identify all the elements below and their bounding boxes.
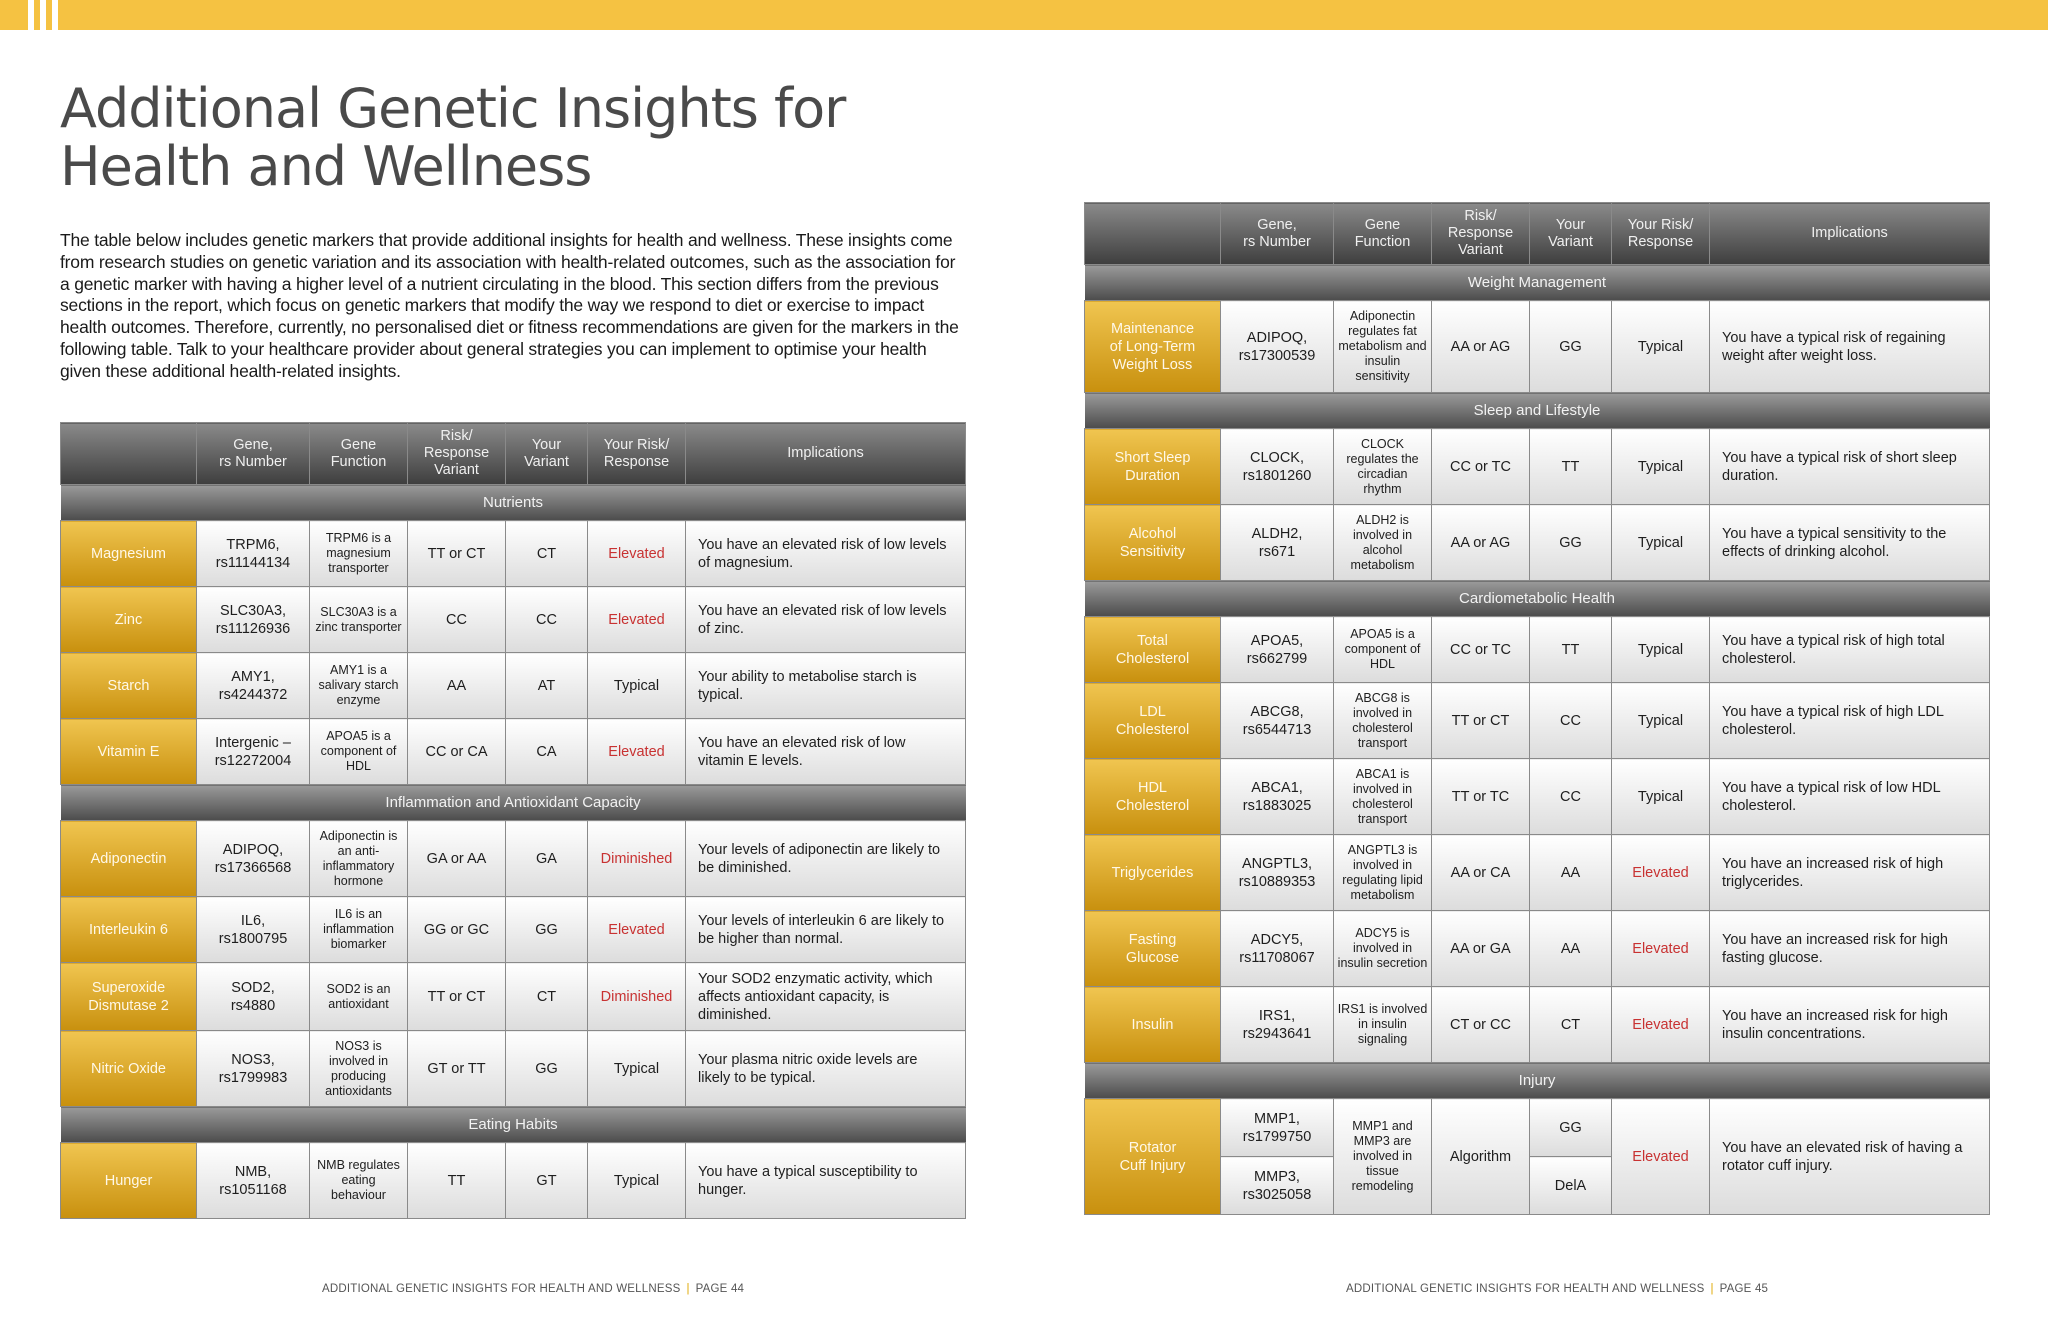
- your-variant: GG: [1530, 505, 1612, 581]
- gene-function: AMY1 is a salivary starch enzyme: [310, 653, 408, 719]
- risk-variant: AA or AG: [1432, 505, 1530, 581]
- section-row: [1085, 581, 1990, 617]
- risk-variant: TT or CT: [1432, 683, 1530, 759]
- your-response: Typical: [1612, 301, 1710, 393]
- table-row: [1085, 987, 1990, 1063]
- marker-name: Superoxide Dismutase 2: [61, 963, 197, 1031]
- section-row: [61, 485, 966, 521]
- table-row: [1085, 505, 1990, 581]
- your-variant: GG: [506, 897, 588, 963]
- marker-name: Starch: [61, 653, 197, 719]
- marker-name: Nitric Oxide: [61, 1031, 197, 1107]
- gene-rs-number: APOA5, rs662799: [1221, 617, 1334, 683]
- footer-page: PAGE 45: [1719, 1283, 1769, 1295]
- gene-rs-number: ADIPOQ, rs17366568: [197, 821, 310, 897]
- gene-function: ADCY5 is involved in insulin secretion: [1334, 911, 1432, 987]
- gene-rs-number: NOS3, rs1799983: [197, 1031, 310, 1107]
- gene-rs-number: AMY1, rs4244372: [197, 653, 310, 719]
- table-row: [61, 897, 966, 963]
- your-variant: CC: [1530, 683, 1612, 759]
- implication-text: Your levels of adiponectin are likely to be diminished.: [686, 821, 966, 897]
- gene-rs-number: ABCG8, rs6544713: [1221, 683, 1334, 759]
- your-response: Typical: [1612, 683, 1710, 759]
- gene-rs-number: ADCY5, rs11708067: [1221, 911, 1334, 987]
- your-response: Typical: [1612, 505, 1710, 581]
- section-row: [61, 785, 966, 821]
- your-response: Diminished: [588, 821, 686, 897]
- table-row: [1085, 1099, 1990, 1157]
- marker-name: Fasting Glucose: [1085, 911, 1221, 987]
- risk-variant: CT or CC: [1432, 987, 1530, 1063]
- bar-stripe: [28, 0, 34, 30]
- your-variant: CC: [506, 587, 588, 653]
- header-risk-variant: Risk/ Response Variant: [408, 423, 506, 485]
- table-header-row: [1085, 203, 1990, 265]
- section-row: [1085, 265, 1990, 301]
- gene-function: APOA5 is a component of HDL: [1334, 617, 1432, 683]
- gene-function: ANGPTL3 is involved in regulating lipid metabolism: [1334, 835, 1432, 911]
- risk-variant: CC or TC: [1432, 617, 1530, 683]
- implication-text: You have an increased risk for high fasting glucose.: [1710, 911, 1990, 987]
- footer-separator: |: [686, 1283, 690, 1295]
- your-response: Elevated: [1612, 911, 1710, 987]
- gene-function: Adiponectin is an anti-inflammatory hormone: [310, 821, 408, 897]
- table-row: [61, 521, 966, 587]
- risk-variant: TT or CT: [408, 521, 506, 587]
- table-row: [1085, 301, 1990, 393]
- header-your-risk: Your Risk/ Response: [1612, 203, 1710, 265]
- gene-rs-number: TRPM6, rs11144134: [197, 521, 310, 587]
- implication-text: You have an increased risk of high triglycerides.: [1710, 835, 1990, 911]
- gene-rs-number: MMP3, rs3025058: [1221, 1157, 1334, 1215]
- your-variant: CA: [506, 719, 588, 785]
- your-variant: CT: [506, 963, 588, 1031]
- implication-text: You have a typical risk of low HDL cholesterol.: [1710, 759, 1990, 835]
- gene-function: APOA5 is a component of HDL: [310, 719, 408, 785]
- gene-rs-number: SOD2, rs4880: [197, 963, 310, 1031]
- table-header-row: [61, 423, 966, 485]
- risk-variant: AA: [408, 653, 506, 719]
- your-response: Diminished: [588, 963, 686, 1031]
- your-variant: CT: [1530, 987, 1612, 1063]
- your-response: Elevated: [588, 587, 686, 653]
- gene-function: ALDH2 is involved in alcohol metabolism: [1334, 505, 1432, 581]
- your-variant: GG: [1530, 1099, 1612, 1157]
- your-response: Elevated: [588, 897, 686, 963]
- table-row: [1085, 911, 1990, 987]
- risk-variant: GA or AA: [408, 821, 506, 897]
- section-title: Nutrients: [61, 485, 966, 521]
- intro-paragraph: The table below includes genetic markers that provide additional insights for health and wellness. These insights come from research studies on genetic variation and its association with health-related outcomes, such as the association for a genetic marker with having a higher level of a nutrient circulating in the blood. This section differs from the previous sections in the report, which focus on genetic markers that modify the way we respond to diet or exercise to impact health outcomes. Therefore, currently, no personalised diet or fitness recommendations are given for the markers in the following table. Talk to your healthcare provider about general strategies you can implement to optimise your health given these additional health-related insights.: [60, 230, 959, 381]
- gene-rs-number: ANGPTL3, rs10889353: [1221, 835, 1334, 911]
- your-response: Elevated: [1612, 1099, 1710, 1215]
- your-response: Typical: [588, 653, 686, 719]
- section-title: Sleep and Lifestyle: [1085, 393, 1990, 429]
- gene-function: ABCA1 is involved in cholesterol transport: [1334, 759, 1432, 835]
- gene-rs-number: SLC30A3, rs11126936: [197, 587, 310, 653]
- marker-name: Alcohol Sensitivity: [1085, 505, 1221, 581]
- header-implications: Implications: [686, 423, 966, 485]
- header-risk-variant: Risk/ Response Variant: [1432, 203, 1530, 265]
- implication-text: You have an increased risk for high insulin concentrations.: [1710, 987, 1990, 1063]
- implication-text: You have an elevated risk of low levels of zinc.: [686, 587, 966, 653]
- section-title: Inflammation and Antioxidant Capacity: [61, 785, 966, 821]
- marker-name: Magnesium: [61, 521, 197, 587]
- gene-rs-number: MMP1, rs1799750: [1221, 1099, 1334, 1157]
- your-variant: GG: [506, 1031, 588, 1107]
- table-row: [1085, 759, 1990, 835]
- your-variant: AA: [1530, 835, 1612, 911]
- risk-variant: CC or TC: [1432, 429, 1530, 505]
- your-response: Elevated: [1612, 835, 1710, 911]
- your-response: Elevated: [588, 521, 686, 587]
- your-response: Elevated: [588, 719, 686, 785]
- implication-text: You have a typical risk of high total cholesterol.: [1710, 617, 1990, 683]
- risk-variant: CC: [408, 587, 506, 653]
- section-title: Eating Habits: [61, 1107, 966, 1143]
- marker-name: HDL Cholesterol: [1085, 759, 1221, 835]
- gene-rs-number: ADIPOQ, rs17300539: [1221, 301, 1334, 393]
- gene-function: Adiponectin regulates fat metabolism and insulin sensitivity: [1334, 301, 1432, 393]
- marker-name: Short Sleep Duration: [1085, 429, 1221, 505]
- marker-name: Triglycerides: [1085, 835, 1221, 911]
- your-response: Typical: [1612, 617, 1710, 683]
- gene-function: ABCG8 is involved in cholesterol transport: [1334, 683, 1432, 759]
- risk-variant: CC or CA: [408, 719, 506, 785]
- footer-page: PAGE 44: [695, 1283, 745, 1295]
- your-response: Typical: [588, 1143, 686, 1219]
- risk-variant: AA or AG: [1432, 301, 1530, 393]
- risk-variant: Algorithm: [1432, 1099, 1530, 1215]
- risk-variant: TT or TC: [1432, 759, 1530, 835]
- section-title: Injury: [1085, 1063, 1990, 1099]
- your-variant: AA: [1530, 911, 1612, 987]
- your-response: Typical: [1612, 759, 1710, 835]
- table-row: [61, 1031, 966, 1107]
- footer-left: [322, 1283, 744, 1295]
- your-variant: AT: [506, 653, 588, 719]
- implication-text: Your ability to metabolise starch is typical.: [686, 653, 966, 719]
- implication-text: You have a typical sensitivity to the effects of drinking alcohol.: [1710, 505, 1990, 581]
- marker-name: Zinc: [61, 587, 197, 653]
- marker-name: LDL Cholesterol: [1085, 683, 1221, 759]
- your-variant: TT: [1530, 617, 1612, 683]
- table-row: [1085, 429, 1990, 505]
- section-title: Weight Management: [1085, 265, 1990, 301]
- gene-rs-number: Intergenic – rs12272004: [197, 719, 310, 785]
- your-response: Typical: [1612, 429, 1710, 505]
- header-implications: Implications: [1710, 203, 1990, 265]
- header-marker: [1085, 203, 1221, 265]
- table-row: [61, 963, 966, 1031]
- header-gene: Gene, rs Number: [1221, 203, 1334, 265]
- marker-name: Adiponectin: [61, 821, 197, 897]
- top-accent-bar: [0, 0, 2048, 30]
- table-row: [1085, 617, 1990, 683]
- gene-function: SOD2 is an antioxidant: [310, 963, 408, 1031]
- risk-variant: GT or TT: [408, 1031, 506, 1107]
- gene-rs-number: ALDH2, rs671: [1221, 505, 1334, 581]
- table-row: [61, 1143, 966, 1219]
- your-response: Typical: [588, 1031, 686, 1107]
- implication-text: Your levels of interleukin 6 are likely to be higher than normal.: [686, 897, 966, 963]
- gene-function: NMB regulates eating behaviour: [310, 1143, 408, 1219]
- gene-rs-number: ABCA1, rs1883025: [1221, 759, 1334, 835]
- risk-variant: GG or GC: [408, 897, 506, 963]
- page-title: [60, 77, 960, 198]
- marker-name: Interleukin 6: [61, 897, 197, 963]
- gene-rs-number: CLOCK, rs1801260: [1221, 429, 1334, 505]
- marker-name: Maintenance of Long-Term Weight Loss: [1085, 301, 1221, 393]
- footer-text: ADDITIONAL GENETIC INSIGHTS FOR HEALTH AND WELLNESS: [322, 1283, 681, 1295]
- table-row: [1085, 835, 1990, 911]
- your-variant: TT: [1530, 429, 1612, 505]
- marker-name: Hunger: [61, 1143, 197, 1219]
- title-line-1: Additional Genetic Insights for: [60, 77, 846, 140]
- implication-text: You have an elevated risk of low vitamin E levels.: [686, 719, 966, 785]
- marker-name: Total Cholesterol: [1085, 617, 1221, 683]
- risk-variant: TT or CT: [408, 963, 506, 1031]
- header-your-risk: Your Risk/ Response: [588, 423, 686, 485]
- gene-function: MMP1 and MMP3 are involved in tissue remodeling: [1334, 1099, 1432, 1215]
- marker-name: Vitamin E: [61, 719, 197, 785]
- implication-text: You have a typical susceptibility to hunger.: [686, 1143, 966, 1219]
- header-your-variant: Your Variant: [506, 423, 588, 485]
- implication-text: You have a typical risk of high LDL cholesterol.: [1710, 683, 1990, 759]
- table-row: [61, 821, 966, 897]
- your-variant: DelA: [1530, 1157, 1612, 1215]
- risk-variant: AA or CA: [1432, 835, 1530, 911]
- genetic-table-left: [60, 422, 966, 1219]
- bar-stripe: [40, 0, 46, 30]
- implication-text: Your plasma nitric oxide levels are likely to be typical.: [686, 1031, 966, 1107]
- implication-text: You have an elevated risk of having a rotator cuff injury.: [1710, 1099, 1990, 1215]
- table-row: [61, 587, 966, 653]
- section-row: [1085, 1063, 1990, 1099]
- bar-stripe: [52, 0, 58, 30]
- header-function: Gene Function: [310, 423, 408, 485]
- section-title: Cardiometabolic Health: [1085, 581, 1990, 617]
- your-variant: GG: [1530, 301, 1612, 393]
- risk-variant: TT: [408, 1143, 506, 1219]
- your-variant: GT: [506, 1143, 588, 1219]
- footer-separator: |: [1710, 1283, 1714, 1295]
- gene-function: NOS3 is involved in producing antioxidants: [310, 1031, 408, 1107]
- header-function: Gene Function: [1334, 203, 1432, 265]
- gene-rs-number: NMB, rs1051168: [197, 1143, 310, 1219]
- gene-function: CLOCK regulates the circadian rhythm: [1334, 429, 1432, 505]
- header-gene: Gene, rs Number: [197, 423, 310, 485]
- gene-function: IL6 is an inflammation biomarker: [310, 897, 408, 963]
- footer-right: [1346, 1283, 1768, 1295]
- marker-name: Rotator Cuff Injury: [1085, 1099, 1221, 1215]
- implication-text: You have a typical risk of regaining weight after weight loss.: [1710, 301, 1990, 393]
- table-row: [1085, 683, 1990, 759]
- header-marker: [61, 423, 197, 485]
- table-row: [61, 653, 966, 719]
- your-variant: GA: [506, 821, 588, 897]
- your-response: Elevated: [1612, 987, 1710, 1063]
- section-row: [61, 1107, 966, 1143]
- implication-text: Your SOD2 enzymatic activity, which affects antioxidant capacity, is diminished.: [686, 963, 966, 1031]
- genetic-table-right: [1084, 202, 1990, 1215]
- implication-text: You have an elevated risk of low levels of magnesium.: [686, 521, 966, 587]
- table-row: [61, 719, 966, 785]
- gene-rs-number: IRS1, rs2943641: [1221, 987, 1334, 1063]
- footer-text: ADDITIONAL GENETIC INSIGHTS FOR HEALTH AND WELLNESS: [1346, 1283, 1705, 1295]
- gene-function: IRS1 is involved in insulin signaling: [1334, 987, 1432, 1063]
- your-variant: CT: [506, 521, 588, 587]
- risk-variant: AA or GA: [1432, 911, 1530, 987]
- section-row: [1085, 393, 1990, 429]
- title-line-2: Health and Wellness: [60, 135, 592, 198]
- your-variant: CC: [1530, 759, 1612, 835]
- gene-function: SLC30A3 is a zinc transporter: [310, 587, 408, 653]
- gene-rs-number: IL6, rs1800795: [197, 897, 310, 963]
- marker-name: Insulin: [1085, 987, 1221, 1063]
- header-your-variant: Your Variant: [1530, 203, 1612, 265]
- implication-text: You have a typical risk of short sleep duration.: [1710, 429, 1990, 505]
- gene-function: TRPM6 is a magnesium transporter: [310, 521, 408, 587]
